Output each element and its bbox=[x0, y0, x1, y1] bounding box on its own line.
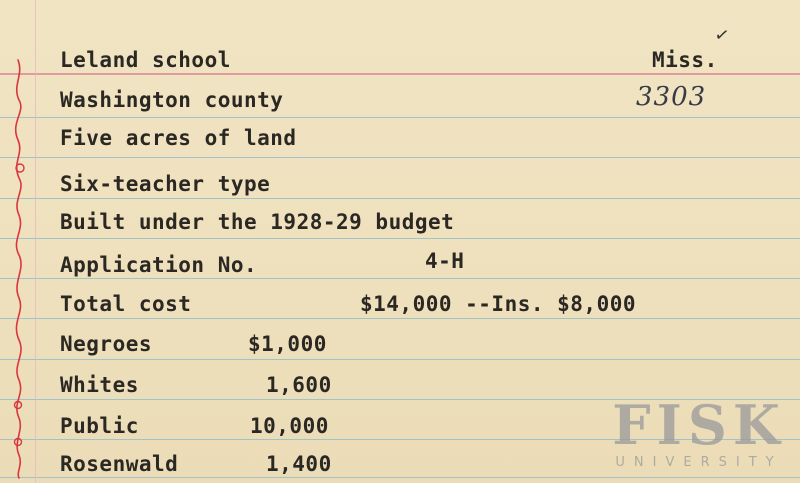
handwritten-file-number: 3303 bbox=[636, 82, 707, 112]
county-line: Washington county bbox=[60, 88, 284, 112]
ruled-line bbox=[0, 117, 800, 118]
ruled-line bbox=[0, 318, 800, 319]
school-name: Leland school bbox=[60, 48, 231, 72]
application-value: 4-H bbox=[425, 249, 465, 273]
contribution-label: Public bbox=[60, 414, 139, 438]
contribution-amount: 10,000 bbox=[250, 414, 329, 438]
watermark-name: FISK bbox=[612, 393, 786, 457]
total-cost-value: $14,000 --Ins. $8,000 bbox=[360, 292, 637, 316]
contribution-label: Whites bbox=[60, 373, 139, 397]
type-line: Six-teacher type bbox=[60, 172, 271, 196]
ruled-line bbox=[0, 278, 800, 279]
state-abbrev: Miss. bbox=[652, 48, 718, 72]
fisk-university-watermark bbox=[604, 393, 794, 478]
ruled-line bbox=[0, 238, 800, 239]
contribution-amount: 1,600 bbox=[266, 373, 332, 397]
contribution-amount: 1,400 bbox=[266, 452, 332, 476]
budget-line: Built under the 1928-29 budget bbox=[60, 210, 455, 234]
contribution-amount: $1,000 bbox=[248, 332, 327, 356]
contribution-label: Rosenwald bbox=[60, 452, 179, 476]
total-cost-label: Total cost bbox=[60, 292, 192, 316]
contribution-label: Negroes bbox=[60, 332, 153, 356]
watermark-subtitle: UNIVERSITY bbox=[615, 455, 783, 470]
margin-line bbox=[35, 0, 36, 483]
application-label: Application No. bbox=[60, 253, 258, 277]
land-line: Five acres of land bbox=[60, 126, 297, 150]
check-mark-icon: ✓ bbox=[714, 21, 731, 47]
ruled-line bbox=[0, 359, 800, 360]
ruled-line bbox=[0, 157, 800, 158]
top-red-rule bbox=[0, 73, 800, 75]
ruled-line bbox=[0, 198, 800, 199]
red-pencil-annotation bbox=[4, 50, 30, 480]
